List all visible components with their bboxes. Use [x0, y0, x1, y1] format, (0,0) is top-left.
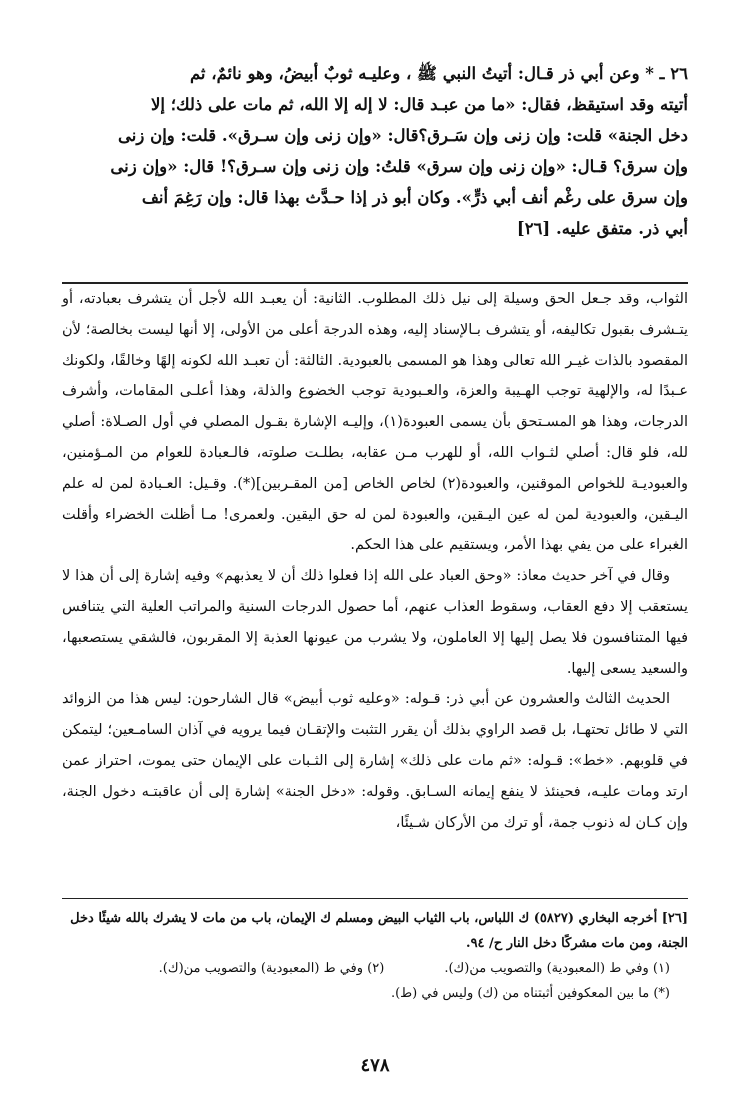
footnote-row — [62, 956, 688, 981]
hadith-line: أتيته وقد استيقظ، فقال: «ما من عبـد قال: لا إله إلا الله، ثم مات على ذلك؛ إلا — [151, 95, 688, 114]
footnote-1: (١) وفي ط (المعبودية) والتصويب من(ك). — [444, 961, 670, 976]
footnote-source: [٢٦] أخرجه البخاري (٥٨٢٧) ك اللباس، باب الثياب البيض ومسلم ك الإيمان، باب من مات لا يشرك بالله شيئًا دخل الجنة، ومن مات مشركًا دخل النار ح/ ٩٤. — [70, 911, 688, 951]
page-number: ٤٧٨ — [360, 1055, 390, 1076]
commentary-paragraph: الثواب، وقد جـعل الحق وسيلة إلى نيل ذلك المطلوب. الثانية: أن يعبـد الله لأجل أن يتشرف بعبادته، أو يتـشرف بقبول تكاليفه، أو يتشرف بـالإسناد إليه، وهذه الدرجة أعلى من الأولى، إلا أنها ليست بخالصة؛ لأن المقصود بالذات غيـر الله تعالى وهذا هو المسمى بالعبودية. الثالثة: أن تعبـد الله لكونه إلهًا وخالقًا، ولكونك عـبدًا له، والإلهية توجب الهـيبة والعزة، والعـبودية توجب الخضوع والذلة، وهذا أعلـى المقامات، وأشرف الدرجات، وهذا هو المسـتحق بأن يسمى العبودة(١)، وإليـه الإشارة بقـول المصلي في أول الصـلاة: أصلي لله، فلو قال: أصلي لثـواب الله، أو للهرب مـن عقابه، بطلـت صلوته، فالـعبادة للعوام من المـؤمنين، والعبوديـة للخواص الموقنين، والعبودة(٢) لخاص الخاص [من المقـربين](*). وقـيل: العـبادة لمن له علم اليـقين، والعبودية لمن له عين اليـقين، والعبودة لمن له حق اليقين. ولعمرى! مـا أظلت الخضراء وأقلت الغبراء على من يفي بهذا الأمر، ويستقيم على هذا الحكم. — [62, 291, 688, 554]
footnotes — [62, 906, 688, 1006]
footnote-star: (*) ما بين المعكوفين أثبتناه من (ك) وليس في (ط). — [390, 986, 670, 1001]
hadith-line: دخل الجنة» قلت: وإن زنى وإن سَـرق؟قال: «وإن زنى وإن سـرق». قلت: وإن زنى — [118, 126, 688, 145]
commentary-paragraph: الحديث الثالث والعشرون عن أبي ذر: قـوله: «وعليه ثوب أبيض» قال الشارحون: ليس هذا من الزوائد التي لا طائل تحتهـا، بل قصد الراوي بذلك أن يقرر التثبت والإتقـان فيما يرويه في آذان السامـعين؛ ليتمكن في قلوبهم. «خط»: قـوله: «ثم مات على ذلك» إشارة إلى الثـبات على الإيمان حتى يموت، احتراز عمن ارتد ومات عليـه، فحينئذ لا ينفع إيمانه السـابق. وقوله: «دخل الجنة» إشارة إلى أن عاقبتـه دخول الجنة، وإن كـان له ذنوب جمة، أو ترك من الأركان شـيئًا، — [62, 691, 688, 831]
hadith-line: وإن سرق؟ قـال: «وإن زنى وإن سرق» قلتُ: وإن زنى وإن سـرق؟! قال: «وإن زنى — [110, 157, 688, 176]
hadith-line: أبي ذر. متفق عليه. [٢٦] — [516, 219, 688, 238]
hadith-text — [62, 58, 688, 244]
footnote-divider — [62, 898, 688, 899]
commentary-paragraph: وقال في آخر حديث معاذ: «وحق العباد على الله إذا فعلوا ذلك أن لا يعذبهم» وفيه إشارة إلى أن هذا لا يستعقب إلا دفع العقاب، وسقوط العذاب عنهم، أما حصول الدرجات السنية والمراتب العلية التي يتنافس فيها المتنافسون فلا يصل إليها إلا العاملون، ولا يشرب من عيونها العذبة إلا المقربون، فالشقي يستصعبها، والسعيد يسعى إليها. — [62, 568, 688, 677]
hadith-line: وإن سرق على رغْم أنف أبي ذرٍّ». وكان أبو ذر إذا حـدَّث بهذا قال: وإن رَغِمَ أنف — [141, 188, 688, 207]
footnote-2: (٢) وفي ط (المعبودية) والتصويب من(ك). — [158, 961, 385, 976]
commentary-text — [62, 284, 688, 838]
hadith-line: ٢٦ ـ * وعن أبي ذر قـال: أتيتُ النبي ﷺ ، وعليـه ثوبٌ أبيضُ، وهو نائمٌ، ثم — [189, 64, 688, 83]
